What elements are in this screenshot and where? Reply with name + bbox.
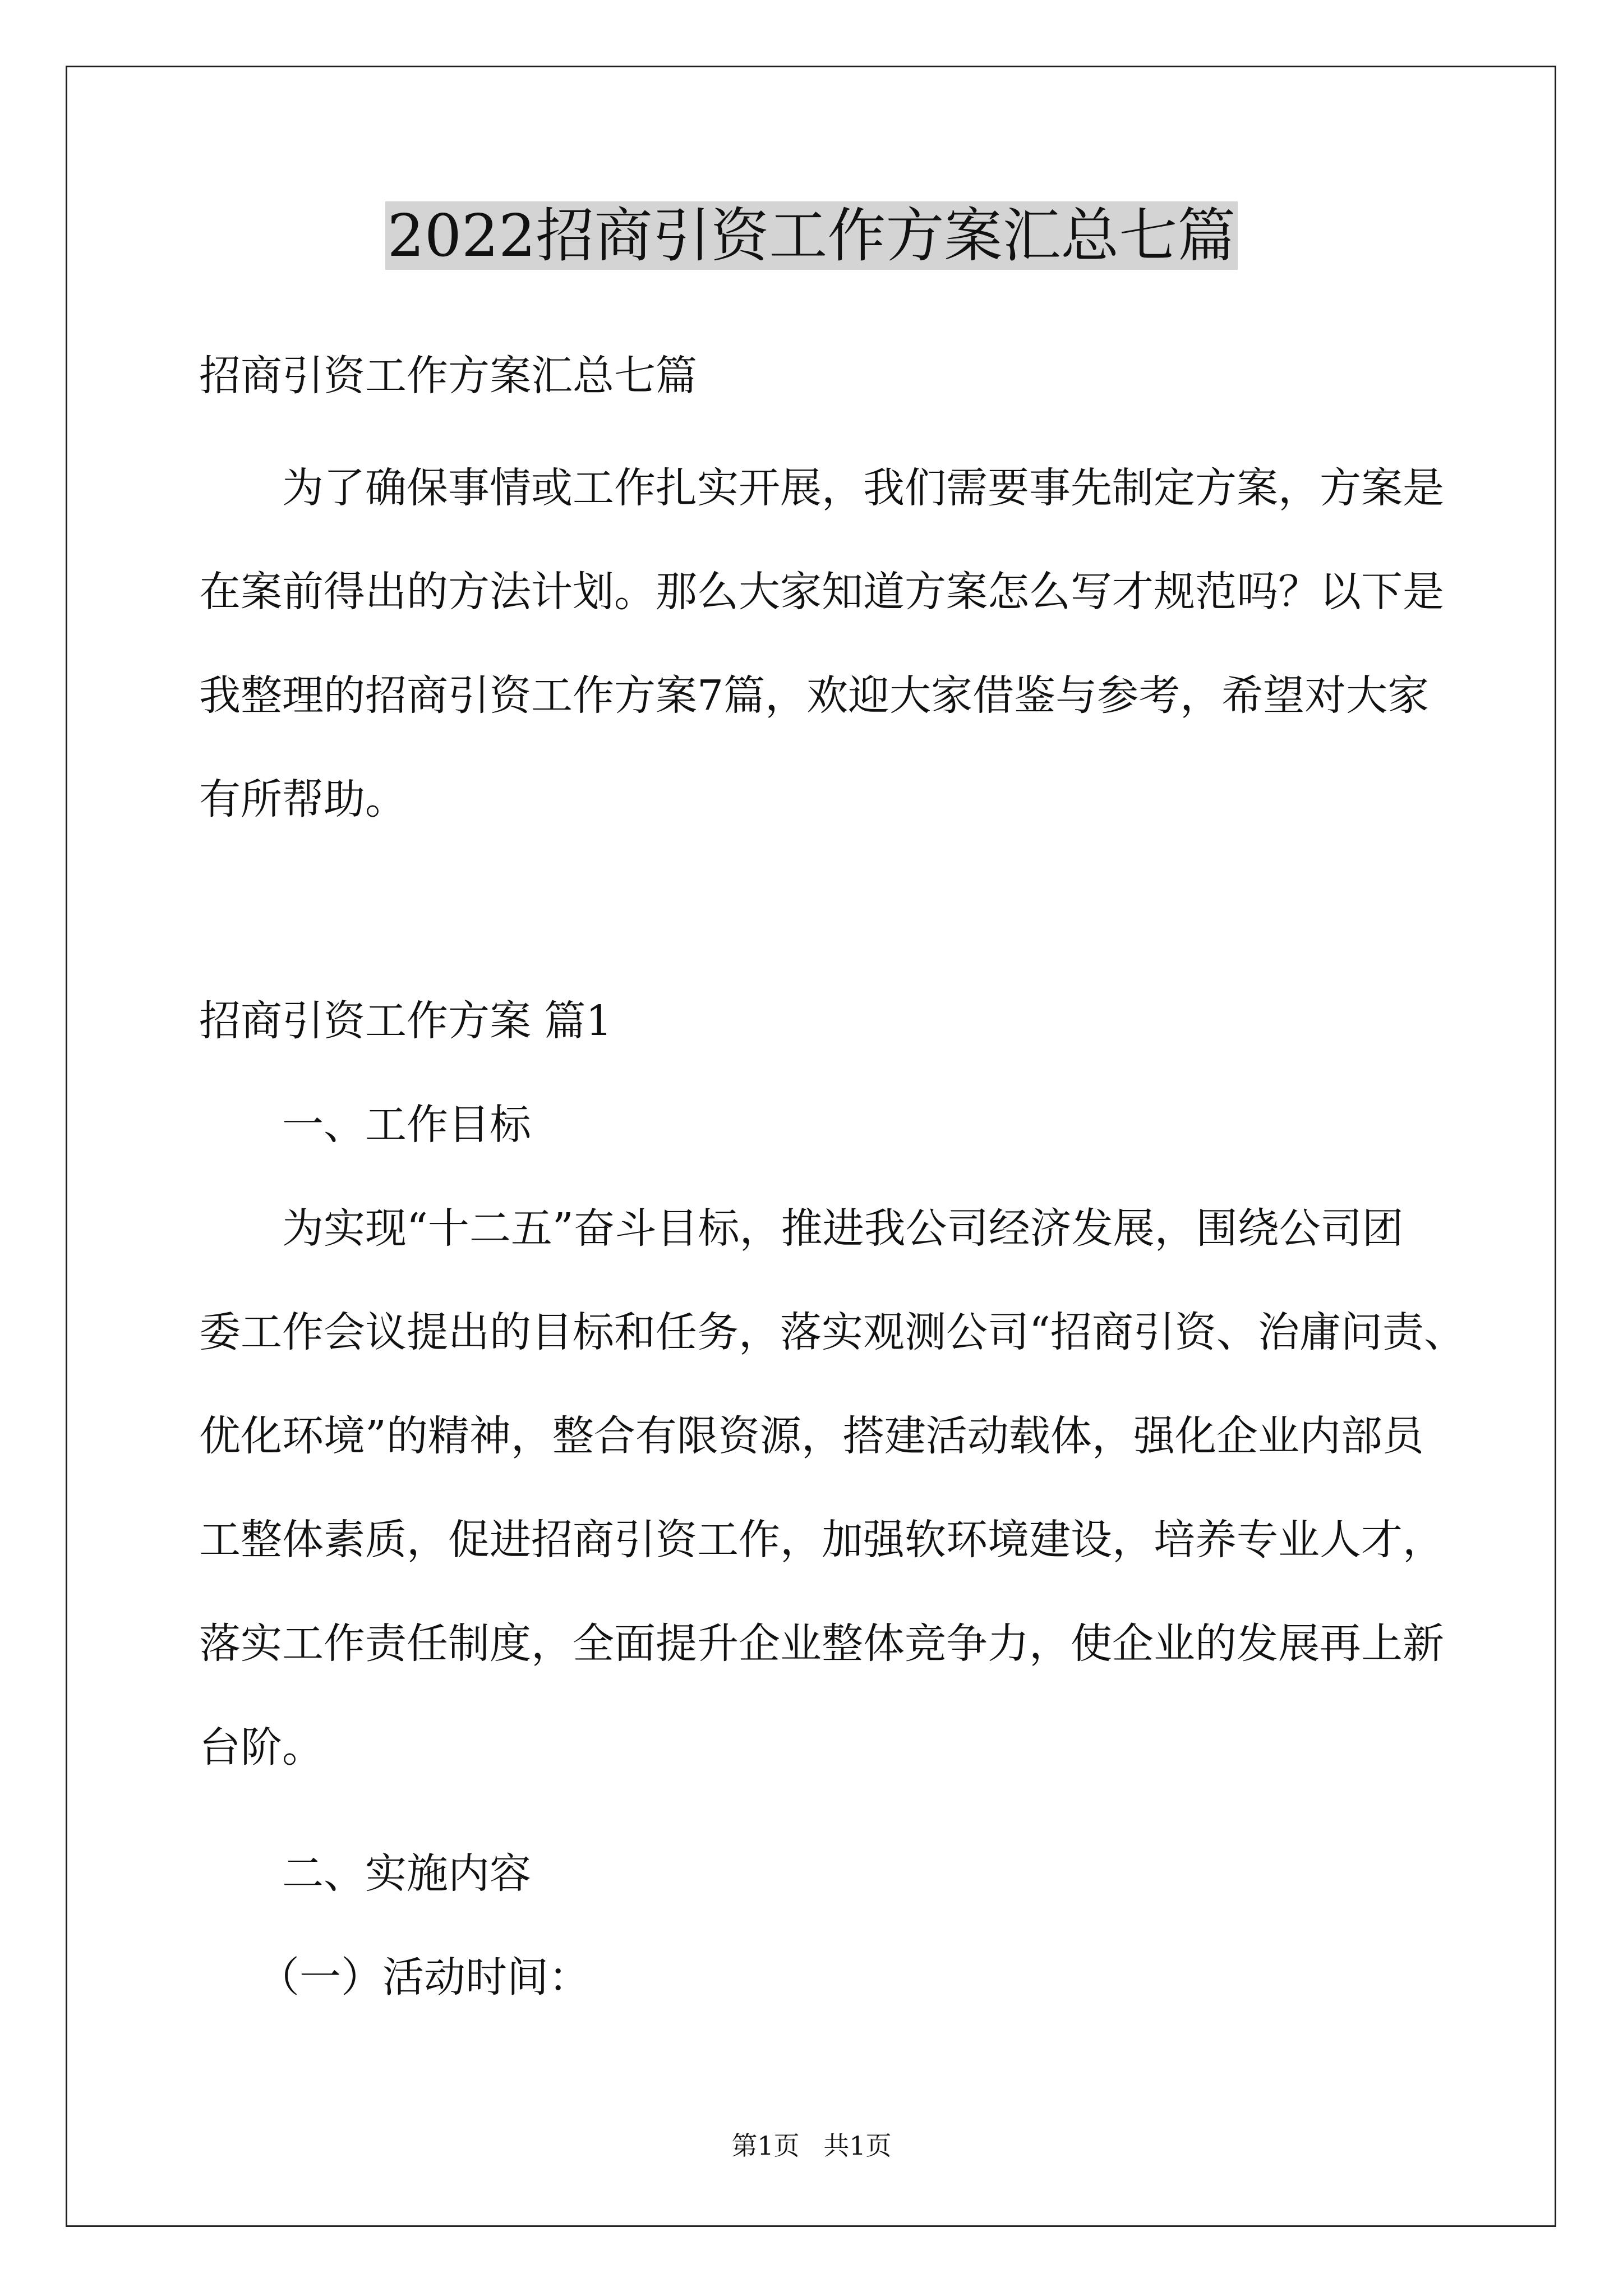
document-title-text: 2022招商引资工作方案汇总七篇 — [385, 201, 1238, 270]
page-number-total: 共1页 — [823, 2131, 892, 2161]
heading-implementation: 二、实施内容 — [282, 1849, 531, 1898]
section-heading: 招商引资工作方案 篇1 — [199, 997, 612, 1045]
sub-heading-activity-time: （一）活动时间： — [258, 1953, 590, 2001]
body-line-5: 落实工作责任制度，全面提升企业整体竞争力，使企业的发展再上新 — [199, 1619, 1444, 1668]
heading-work-goal: 一、工作目标 — [282, 1101, 531, 1149]
body-line-3: 优化环境”的精神，整合有限资源，搭建活动载体，强化企业内部员 — [199, 1412, 1424, 1460]
document-title — [0, 196, 1623, 275]
body-line-1: 为实现“十二五”奋斗目标，推进我公司经济发展，围绕公司团 — [282, 1204, 1404, 1253]
document-subtitle: 招商引资工作方案汇总七篇 — [199, 352, 697, 400]
intro-line-4: 有所帮助。 — [199, 775, 407, 823]
page-number-current: 第1页 — [731, 2131, 800, 2161]
page-footer — [0, 2129, 1623, 2162]
body-line-2: 委工作会议提出的目标和任务，落实观测公司“招商引资、治庸问责、 — [199, 1308, 1465, 1356]
intro-line-2: 在案前得出的方法计划。那么大家知道方案怎么写才规范吗？以下是 — [199, 568, 1444, 616]
intro-line-1: 为了确保事情或工作扎实开展，我们需要事先制定方案，方案是 — [282, 464, 1444, 512]
body-line-6: 台阶。 — [199, 1723, 324, 1772]
body-line-4: 工整体素质，促进招商引资工作，加强软环境建设，培养专业人才， — [199, 1516, 1444, 1564]
intro-line-3: 我整理的招商引资工作方案7篇，欢迎大家借鉴与参考，希望对大家 — [199, 671, 1430, 720]
